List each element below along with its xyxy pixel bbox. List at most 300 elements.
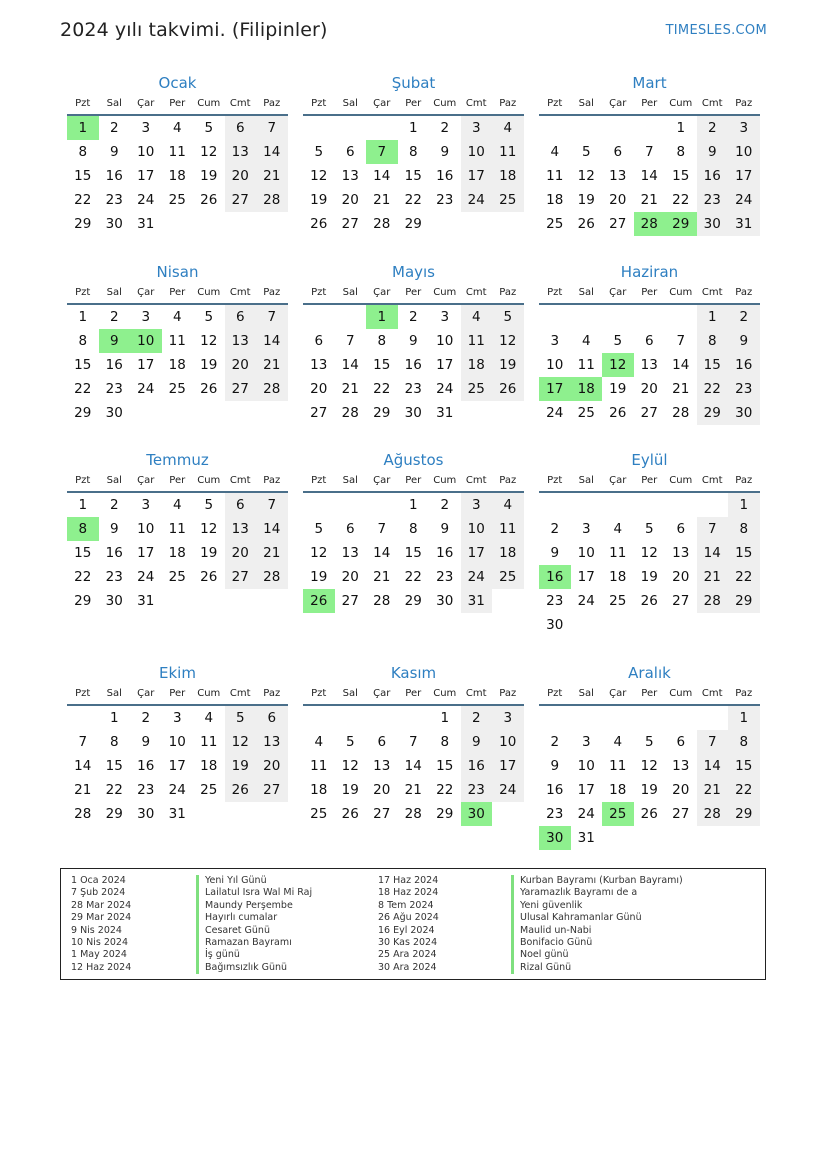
day-cell: 20 xyxy=(672,569,690,585)
day-cell: 11 xyxy=(168,521,186,537)
weekday-label: Sal xyxy=(342,688,358,699)
empty-cell xyxy=(335,706,367,730)
holiday-name: Yeni Yıl Günü xyxy=(196,875,312,887)
day-cell: 4 xyxy=(204,710,214,726)
day-cell: 11 xyxy=(310,758,328,774)
day-cell: 16 xyxy=(105,168,123,184)
holiday-day-cell: 1 xyxy=(366,305,398,329)
day-cell: 21 xyxy=(373,192,391,208)
weekday-label: Paz xyxy=(735,475,753,486)
weekday-label: Cum xyxy=(433,475,457,486)
day-cell: 13 xyxy=(373,758,391,774)
day-cell: 20 xyxy=(609,192,627,208)
day-cell: 7 xyxy=(644,144,654,160)
day-cell: 14 xyxy=(373,545,391,561)
weekday-label: Sal xyxy=(578,688,594,699)
empty-cell xyxy=(634,116,666,140)
day-cell: 23 xyxy=(105,569,123,585)
day-cell: 8 xyxy=(78,144,88,160)
day-cell: 10 xyxy=(492,730,524,754)
weekday-label: Cmt xyxy=(701,475,723,486)
day-cell: 11 xyxy=(609,758,627,774)
day-cell: 21 xyxy=(697,565,729,589)
day-cell: 7 xyxy=(408,734,418,750)
weekday-header xyxy=(67,94,288,116)
day-cell: 16 xyxy=(546,782,564,798)
day-cell: 6 xyxy=(676,521,686,537)
day-cell: 1 xyxy=(728,706,760,730)
day-cell: 8 xyxy=(408,521,418,537)
weekday-label: Pzt xyxy=(311,98,327,109)
day-cell: 2 xyxy=(109,120,119,136)
day-cell: 24 xyxy=(577,593,595,609)
day-cell: 27 xyxy=(672,806,690,822)
month-name: Temmuz xyxy=(146,451,209,469)
weekday-label: Per xyxy=(169,475,186,486)
weekday-label: Sal xyxy=(106,475,122,486)
day-cell: 27 xyxy=(225,565,257,589)
day-cell: 23 xyxy=(404,381,422,397)
holiday-day-cell: 18 xyxy=(571,377,603,401)
day-cell: 16 xyxy=(697,164,729,188)
holiday-date: 30 Kas 2024 xyxy=(378,936,438,948)
day-cell: 28 xyxy=(404,806,422,822)
weekday-label: Çar xyxy=(609,475,627,486)
holiday-date: 1 Oca 2024 xyxy=(71,875,126,886)
day-cell: 5 xyxy=(345,734,355,750)
weekday-label: Paz xyxy=(263,98,281,109)
day-cell: 24 xyxy=(546,405,564,421)
day-cell: 14 xyxy=(256,517,288,541)
day-cell: 18 xyxy=(609,782,627,798)
day-cell: 27 xyxy=(341,216,359,232)
day-cell: 21 xyxy=(697,778,729,802)
weekday-label: Paz xyxy=(735,287,753,298)
holiday-name: Yaramazlık Bayramı de a xyxy=(511,887,683,899)
empty-cell xyxy=(335,493,367,517)
day-cell: 5 xyxy=(314,144,324,160)
holiday-name: Bağımsızlık Günü xyxy=(196,962,312,974)
day-cell: 9 xyxy=(461,730,493,754)
day-grid xyxy=(67,706,288,826)
weekday-label: Paz xyxy=(263,688,281,699)
day-cell: 28 xyxy=(697,589,729,613)
day-cell: 25 xyxy=(546,216,564,232)
day-cell: 31 xyxy=(137,216,155,232)
holiday-name: Ramazan Bayramı xyxy=(196,937,312,949)
day-cell: 6 xyxy=(314,333,324,349)
weekday-label: Sal xyxy=(342,475,358,486)
day-cell: 27 xyxy=(225,377,257,401)
holiday-name: İş günü xyxy=(196,949,312,961)
empty-cell xyxy=(665,305,697,329)
day-cell: 18 xyxy=(168,168,186,184)
day-cell: 17 xyxy=(577,569,595,585)
day-cell: 12 xyxy=(310,545,328,561)
day-cell: 17 xyxy=(137,545,155,561)
weekday-label: Cmt xyxy=(465,688,487,699)
day-cell: 11 xyxy=(577,357,595,373)
day-cell: 12 xyxy=(341,758,359,774)
empty-cell xyxy=(366,116,398,140)
day-grid xyxy=(67,305,288,425)
day-cell: 30 xyxy=(697,212,729,236)
empty-cell xyxy=(539,305,571,329)
day-cell: 29 xyxy=(373,405,391,421)
holiday-name: Lailatul Isra Wal Mi Raj xyxy=(196,887,312,899)
day-cell: 31 xyxy=(168,806,186,822)
day-cell: 4 xyxy=(550,144,560,160)
day-cell: 15 xyxy=(74,168,92,184)
day-cell: 9 xyxy=(728,329,760,353)
holiday-name: Hayırlı cumalar xyxy=(196,912,312,924)
holiday-day-cell: 1 xyxy=(67,116,99,140)
day-cell: 26 xyxy=(200,192,218,208)
day-cell: 23 xyxy=(728,377,760,401)
day-cell: 28 xyxy=(256,188,288,212)
holiday-day-cell: 12 xyxy=(602,353,634,377)
month-name: Haziran xyxy=(620,263,679,281)
day-cell: 20 xyxy=(225,164,257,188)
day-cell: 13 xyxy=(640,357,658,373)
empty-cell xyxy=(303,116,335,140)
day-cell: 23 xyxy=(546,806,564,822)
empty-cell xyxy=(602,493,634,517)
weekday-label: Pzt xyxy=(311,688,327,699)
weekday-label: Cmt xyxy=(229,688,251,699)
day-cell: 27 xyxy=(672,593,690,609)
day-cell: 13 xyxy=(225,517,257,541)
day-cell: 13 xyxy=(609,168,627,184)
day-cell: 4 xyxy=(492,116,524,140)
weekday-header xyxy=(67,283,288,305)
holiday-dates-left xyxy=(71,875,131,974)
day-cell: 12 xyxy=(310,168,328,184)
month-10 xyxy=(67,661,288,826)
day-cell: 1 xyxy=(78,497,88,513)
weekday-label: Çar xyxy=(137,688,155,699)
day-cell: 26 xyxy=(640,806,658,822)
day-cell: 31 xyxy=(577,830,595,846)
day-cell: 16 xyxy=(436,545,454,561)
day-cell: 19 xyxy=(225,754,257,778)
day-cell: 20 xyxy=(310,381,328,397)
day-cell: 14 xyxy=(697,541,729,565)
day-cell: 4 xyxy=(492,493,524,517)
empty-cell xyxy=(665,706,697,730)
day-cell: 15 xyxy=(105,758,123,774)
weekday-header xyxy=(303,94,524,116)
day-cell: 29 xyxy=(728,802,760,826)
day-cell: 17 xyxy=(436,357,454,373)
empty-cell xyxy=(539,493,571,517)
weekday-header xyxy=(303,471,524,493)
day-cell: 21 xyxy=(256,541,288,565)
month-12 xyxy=(539,661,760,850)
day-cell: 22 xyxy=(697,377,729,401)
weekday-label: Cum xyxy=(197,475,221,486)
weekday-label: Çar xyxy=(137,98,155,109)
day-cell: 26 xyxy=(492,377,524,401)
day-cell: 24 xyxy=(492,778,524,802)
weekday-label: Pzt xyxy=(547,98,563,109)
day-cell: 15 xyxy=(404,168,422,184)
empty-cell xyxy=(571,305,603,329)
holiday-date: 1 May 2024 xyxy=(71,949,127,961)
day-cell: 25 xyxy=(461,377,493,401)
day-cell: 7 xyxy=(676,333,686,349)
day-cell: 11 xyxy=(168,333,186,349)
day-cell: 25 xyxy=(168,569,186,585)
day-cell: 28 xyxy=(373,593,391,609)
day-cell: 9 xyxy=(408,333,418,349)
weekday-label: Pzt xyxy=(547,475,563,486)
day-grid xyxy=(67,116,288,236)
day-cell: 27 xyxy=(640,405,658,421)
day-cell: 19 xyxy=(640,569,658,585)
weekday-label: Per xyxy=(641,688,658,699)
holiday-name: Cesaret Günü xyxy=(196,925,312,937)
holiday-name: Ulusal Kahramanlar Günü xyxy=(511,912,683,924)
holiday-date: 17 Haz 2024 xyxy=(378,875,439,886)
day-cell: 23 xyxy=(436,569,454,585)
day-cell: 16 xyxy=(105,545,123,561)
day-cell: 24 xyxy=(137,192,155,208)
weekday-label: Cmt xyxy=(701,287,723,298)
empty-cell xyxy=(303,305,335,329)
day-cell: 15 xyxy=(728,541,760,565)
day-cell: 30 xyxy=(105,216,123,232)
day-cell: 18 xyxy=(609,569,627,585)
day-cell: 3 xyxy=(581,521,591,537)
day-cell: 7 xyxy=(78,734,88,750)
day-cell: 23 xyxy=(697,188,729,212)
weekday-header xyxy=(67,684,288,706)
day-cell: 17 xyxy=(728,164,760,188)
day-cell: 31 xyxy=(436,405,454,421)
day-cell: 5 xyxy=(225,706,257,730)
month-4 xyxy=(67,260,288,425)
day-cell: 5 xyxy=(644,734,654,750)
weekday-header xyxy=(539,94,760,116)
day-cell: 4 xyxy=(172,497,182,513)
day-cell: 31 xyxy=(461,589,493,613)
weekday-label: Cum xyxy=(669,475,693,486)
day-cell: 23 xyxy=(436,192,454,208)
day-cell: 14 xyxy=(697,754,729,778)
day-cell: 1 xyxy=(109,710,119,726)
holiday-names-right xyxy=(511,875,683,974)
weekday-label: Çar xyxy=(609,287,627,298)
day-cell: 22 xyxy=(105,782,123,798)
day-cell: 27 xyxy=(341,593,359,609)
holiday-day-cell: 16 xyxy=(539,565,571,589)
holiday-dates-right xyxy=(378,875,439,974)
empty-cell xyxy=(602,116,634,140)
weekday-label: Paz xyxy=(735,98,753,109)
day-cell: 2 xyxy=(550,734,560,750)
weekday-label: Paz xyxy=(499,688,517,699)
day-cell: 2 xyxy=(728,305,760,329)
day-cell: 14 xyxy=(256,329,288,353)
day-cell: 4 xyxy=(613,734,623,750)
day-cell: 28 xyxy=(74,806,92,822)
day-cell: 13 xyxy=(341,168,359,184)
month-name: Eylül xyxy=(631,451,668,469)
day-cell: 11 xyxy=(546,168,564,184)
empty-cell xyxy=(335,116,367,140)
holiday-day-cell: 30 xyxy=(461,802,493,826)
day-cell: 8 xyxy=(728,517,760,541)
day-cell: 14 xyxy=(404,758,422,774)
day-cell: 24 xyxy=(461,565,493,589)
holiday-names-left xyxy=(196,875,312,974)
day-cell: 25 xyxy=(310,806,328,822)
day-cell: 24 xyxy=(137,569,155,585)
weekday-label: Çar xyxy=(373,98,391,109)
holiday-date: 9 Nis 2024 xyxy=(71,924,122,936)
day-cell: 15 xyxy=(728,754,760,778)
day-cell: 7 xyxy=(256,493,288,517)
day-cell: 20 xyxy=(640,381,658,397)
day-cell: 29 xyxy=(697,401,729,425)
day-cell: 11 xyxy=(461,329,493,353)
day-cell: 19 xyxy=(341,782,359,798)
weekday-label: Çar xyxy=(373,475,391,486)
day-cell: 4 xyxy=(581,333,591,349)
empty-cell xyxy=(539,706,571,730)
holiday-date: 10 Nis 2024 xyxy=(71,936,128,948)
day-cell: 29 xyxy=(74,593,92,609)
empty-cell xyxy=(634,493,666,517)
holiday-day-cell: 30 xyxy=(539,826,571,850)
weekday-label: Cum xyxy=(197,287,221,298)
weekday-label: Per xyxy=(405,98,422,109)
day-cell: 2 xyxy=(550,521,560,537)
day-cell: 25 xyxy=(577,405,595,421)
empty-cell xyxy=(571,706,603,730)
empty-cell xyxy=(571,493,603,517)
day-cell: 14 xyxy=(640,168,658,184)
holiday-date: 28 Mar 2024 xyxy=(71,899,132,911)
day-cell: 21 xyxy=(672,381,690,397)
day-cell: 26 xyxy=(577,216,595,232)
day-cell: 30 xyxy=(137,806,155,822)
day-cell: 18 xyxy=(168,357,186,373)
day-cell: 1 xyxy=(408,120,418,136)
weekday-label: Cmt xyxy=(229,287,251,298)
day-cell: 31 xyxy=(728,212,760,236)
day-cell: 12 xyxy=(200,521,218,537)
day-cell: 28 xyxy=(256,377,288,401)
weekday-label: Sal xyxy=(106,287,122,298)
day-cell: 16 xyxy=(461,754,493,778)
day-cell: 4 xyxy=(172,120,182,136)
weekday-label: Sal xyxy=(342,287,358,298)
weekday-label: Cum xyxy=(669,688,693,699)
day-cell: 5 xyxy=(613,333,623,349)
day-cell: 8 xyxy=(109,734,119,750)
day-cell: 2 xyxy=(141,710,151,726)
day-cell: 25 xyxy=(492,188,524,212)
weekday-label: Per xyxy=(169,98,186,109)
day-cell: 3 xyxy=(461,493,493,517)
weekday-label: Sal xyxy=(342,98,358,109)
day-cell: 24 xyxy=(461,188,493,212)
day-cell: 9 xyxy=(440,521,450,537)
month-name: Mayıs xyxy=(392,263,435,281)
day-cell: 22 xyxy=(74,192,92,208)
day-cell: 19 xyxy=(200,357,218,373)
day-cell: 21 xyxy=(640,192,658,208)
day-cell: 6 xyxy=(613,144,623,160)
day-cell: 22 xyxy=(728,778,760,802)
weekday-label: Pzt xyxy=(311,287,327,298)
day-cell: 14 xyxy=(256,140,288,164)
weekday-label: Cum xyxy=(433,98,457,109)
holiday-day-cell: 17 xyxy=(539,377,571,401)
day-cell: 3 xyxy=(550,333,560,349)
day-cell: 23 xyxy=(461,778,493,802)
day-cell: 30 xyxy=(546,617,564,633)
weekday-label: Cmt xyxy=(465,287,487,298)
day-cell: 2 xyxy=(109,497,119,513)
weekday-label: Çar xyxy=(373,688,391,699)
day-cell: 28 xyxy=(697,802,729,826)
weekday-label: Cum xyxy=(197,98,221,109)
day-cell: 17 xyxy=(461,541,493,565)
day-cell: 1 xyxy=(697,305,729,329)
weekday-label: Paz xyxy=(263,475,281,486)
day-cell: 19 xyxy=(200,168,218,184)
day-cell: 6 xyxy=(345,144,355,160)
month-name: Nisan xyxy=(156,263,199,281)
empty-cell xyxy=(303,493,335,517)
day-cell: 21 xyxy=(404,782,422,798)
month-name: Aralık xyxy=(628,664,671,682)
day-cell: 27 xyxy=(225,188,257,212)
day-cell: 8 xyxy=(440,734,450,750)
day-cell: 1 xyxy=(440,710,450,726)
weekday-header xyxy=(539,283,760,305)
day-cell: 9 xyxy=(697,140,729,164)
day-cell: 27 xyxy=(256,778,288,802)
holiday-date: 16 Eyl 2024 xyxy=(378,924,435,936)
weekday-label: Pzt xyxy=(75,98,91,109)
day-cell: 3 xyxy=(440,309,450,325)
day-cell: 29 xyxy=(74,405,92,421)
day-cell: 28 xyxy=(373,216,391,232)
site-link[interactable]: TIMESLES.COM xyxy=(665,23,767,38)
day-cell: 17 xyxy=(461,164,493,188)
day-cell: 8 xyxy=(676,144,686,160)
day-cell: 10 xyxy=(577,545,595,561)
day-cell: 21 xyxy=(256,353,288,377)
weekday-label: Çar xyxy=(137,287,155,298)
weekday-label: Cum xyxy=(433,688,457,699)
day-cell: 4 xyxy=(172,309,182,325)
day-cell: 24 xyxy=(168,782,186,798)
day-cell: 13 xyxy=(672,545,690,561)
day-cell: 12 xyxy=(225,730,257,754)
day-cell: 28 xyxy=(341,405,359,421)
holiday-date: 29 Mar 2024 xyxy=(71,912,132,924)
day-cell: 25 xyxy=(168,381,186,397)
empty-cell xyxy=(697,706,729,730)
day-cell: 8 xyxy=(697,329,729,353)
day-cell: 25 xyxy=(492,565,524,589)
day-cell: 5 xyxy=(581,144,591,160)
